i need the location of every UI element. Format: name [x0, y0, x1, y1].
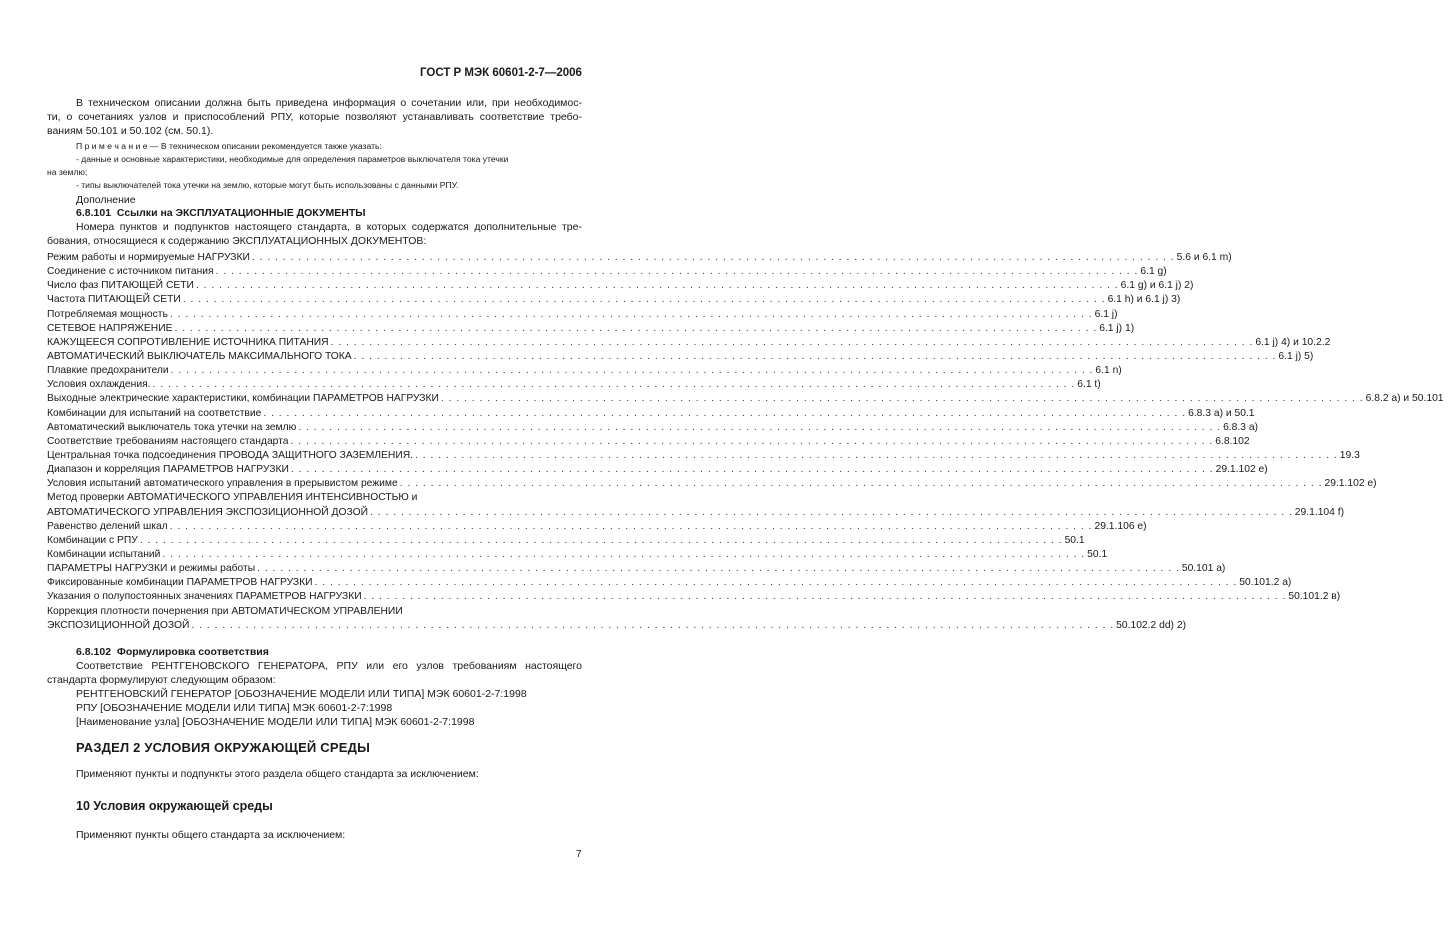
reference-clause: 6.8.3 a) и 50.1: [1188, 407, 1255, 419]
reference-label: Соединение с источником питания: [47, 266, 214, 278]
section-2-heading: РАЗДЕЛ 2 УСЛОВИЯ ОКРУЖАЮЩЕЙ СРЕДЫ: [76, 740, 371, 755]
reference-label: СЕТЕВОЕ НАПРЯЖЕНИЕ: [47, 322, 173, 334]
reference-label: Равенство делений шкал: [47, 520, 168, 532]
reference-row: [47, 548, 1108, 562]
addendum-label: Дополнение: [76, 194, 136, 206]
designation-example: [Наименование узла] [ОБОЗНАЧЕНИЕ МОДЕЛИ ИЛИ ТИПА] МЭК 60601-2-7:1998: [76, 716, 475, 728]
reference-row: [47, 392, 1444, 406]
reference-row: [47, 506, 1345, 520]
reference-label: КАЖУЩЕЕСЯ СОПРОТИВЛЕНИЕ ИСТОЧНИКА ПИТАНИЯ: [47, 336, 329, 348]
leader-dots: . . . . . . . . . . . . . . . . . . . . . . . . . . . . . . . . . . . . . . . . . . . . . . . . . . . . . . . . . . . . . . . . . . . . . . . . . . . . . . . . . . . . . . . . . . . . . . . . . . . . . . . . . . . . . . . . . . . . . . . .: [215, 266, 1139, 278]
designation-example: РПУ [ОБОЗНАЧЕНИЕ МОДЕЛИ ИЛИ ТИПА] МЭК 60601-2-7:1998: [76, 702, 393, 714]
reference-row: [47, 463, 1268, 477]
reference-row: [47, 421, 1259, 435]
leader-dots: . . . . . . . . . . . . . . . . . . . . . . . . . . . . . . . . . . . . . . . . . . . . . . . . . . . . . . . . . . . . . . . . . . . . . . . . . . . . . . . . . . . . . . . . . . . . . . . . . . . . . . . . . . . . . . . . . . . . . . . .: [263, 407, 1187, 419]
leader-dots: . . . . . . . . . . . . . . . . . . . . . . . . . . . . . . . . . . . . . . . . . . . . . . . . . . . . . . . . . . . . . . . . . . . . . . . . . . . . . . . . . . . . . . . . . . . . . . . . . . . . . . . . . . . . . . . . . . . . . . . .: [440, 393, 1364, 405]
reference-clause: 6.1 j) 4) и 10.2.2: [1255, 336, 1331, 348]
reference-label: Комбинации испытаний: [47, 548, 161, 560]
reference-label: Автоматический выключатель тока утечки на землю: [47, 421, 297, 433]
reference-label: Коррекция плотности почернения при АВТОМАТИЧЕСКОМ УПРАВЛЕНИИ: [47, 605, 403, 617]
clause-title: Ссылки на ЭКСПЛУАТАЦИОННЫЕ ДОКУМЕНТЫ: [116, 207, 366, 219]
reference-label: Режим работы и нормируемые НАГРУЗКИ: [47, 252, 250, 263]
leader-dots: . . . . . . . . . . . . . . . . . . . . . . . . . . . . . . . . . . . . . . . . . . . . . . . . . . . . . . . . . . . . . . . . . . . . . . . . . . . . . . . . . . . . . . . . . . . . . . . . . . . . . . . . . . . . . . . . . . . . . . . .: [169, 308, 1093, 320]
reference-clause: 50.102.2 dd) 2): [1116, 619, 1186, 631]
note-line-4: - типы выключателей тока утечки на землю, которые могут быть использованы с данными РПУ.: [76, 180, 459, 190]
reference-clause: 6.1 j) 5): [1278, 350, 1314, 362]
reference-clause: 6.1 n): [1095, 365, 1122, 377]
note-line-2: - данные и основные характеристики, необходимые для определения параметров выключателя тока утечки: [76, 154, 509, 164]
reference-row: [47, 590, 1341, 604]
reference-clause: 50.101 a): [1181, 563, 1226, 575]
reference-row: [47, 293, 1181, 307]
reference-row: [47, 534, 1085, 548]
leader-dots: . . . . . . . . . . . . . . . . . . . . . . . . . . . . . . . . . . . . . . . . . . . . . . . . . . . . . . . . . . . . . . . . . . . . . . . . . . . . . . . . . . . . . . . . . . . . . . . . . . . . . . . . . . . . . . . . . . . . . . . .: [257, 563, 1180, 575]
reference-row: [47, 491, 582, 505]
reference-clause: 6.8.3 a): [1223, 421, 1259, 433]
reference-clause: 6.1 t): [1077, 379, 1101, 391]
standard-header: ГОСТ Р МЭК 60601-2-7—2006: [420, 67, 582, 79]
leader-dots: . . . . . . . . . . . . . . . . . . . . . . . . . . . . . . . . . . . . . . . . . . . . . . . . . . . . . . . . . . . . . . . . . . . . . . . . . . . . . . . . . . . . . . . . . . . . . . . . . . . . . . . . . . . . . . . . . . . . . . . .: [314, 577, 1238, 589]
reference-label: Комбинации для испытаний на соответствие: [47, 407, 262, 419]
section-2-text: Применяют пункты и подпункты этого раздела общего стандарта за исключением:: [76, 768, 479, 780]
reference-clause: 6.8.102: [1215, 435, 1250, 447]
reference-row: [47, 322, 1135, 336]
reference-row: [47, 619, 1186, 633]
clause-6-8-101-heading: [76, 206, 366, 220]
clause-6-8-101-line-2: бования, относящиеся к содержанию ЭКСПЛУАТАЦИОННЫХ ДОКУМЕНТОВ:: [47, 235, 427, 247]
reference-label: ЭКСПОЗИЦИОННОЙ ДОЗОЙ: [47, 619, 190, 631]
reference-label: Центральная точка подсоединения ПРОВОДА ЗАЩИТНОГО ЗАЗЕМЛЕНИЯ.: [47, 449, 414, 461]
reference-clause: 6.1 g): [1140, 266, 1167, 278]
reference-label: Указания о полупостоянных значениях ПАРАМЕТРОВ НАГРУЗКИ: [47, 591, 362, 603]
reference-label: Диапазон и корреляция ПАРАМЕТРОВ НАГРУЗКИ: [47, 464, 289, 476]
intro-line-3: ваниям 50.101 и 50.102 (см. 50.1).: [47, 125, 214, 137]
reference-clause: 29.1.102 e): [1215, 464, 1268, 476]
reference-row: [47, 251, 1232, 265]
clause-number: 6.8.101: [76, 207, 112, 219]
note-line-1: П р и м е ч а н и е — В техническом описании рекомендуется также указать:: [76, 141, 382, 151]
reference-clause: 6.8.2 a) и 50.101: [1365, 393, 1444, 405]
reference-label: АВТОМАТИЧЕСКИЙ ВЫКЛЮЧАТЕЛЬ МАКСИМАЛЬНОГО ТОКА: [47, 350, 352, 362]
leader-dots: . . . . . . . . . . . . . . . . . . . . . . . . . . . . . . . . . . . . . . . . . . . . . . . . . . . . . . . . . . . . . . . . . . . . . . . . . . . . . . . . . . . . . . . . . . . . . . . . . . . . . . . . . . . . . . . . . . . . . . . .: [290, 464, 1214, 476]
reference-row: [47, 520, 1147, 534]
reference-clause: 29.1.106 e): [1094, 520, 1147, 532]
reference-row: [47, 265, 1167, 279]
leader-dots: . . . . . . . . . . . . . . . . . . . . . . . . . . . . . . . . . . . . . . . . . . . . . . . . . . . . . . . . . . . . . . . . . . . . . . . . . . . . . . . . . . . . . . . . . . . . . . . . . . . . . . . . . . . . . . . . . . . . . . . .: [191, 619, 1115, 631]
reference-label: Потребляемая мощность: [47, 308, 168, 320]
clause-number: 6.8.102: [76, 646, 112, 658]
page-number: 7: [576, 849, 582, 860]
reference-row: [47, 308, 1118, 322]
reference-clause: 6.1 g) и 6.1 j) 2): [1120, 280, 1194, 292]
clause-10-heading: 10 Условия окружающей среды: [76, 799, 273, 813]
reference-list: [47, 251, 1444, 633]
reference-row: [47, 477, 1377, 491]
reference-row: [47, 378, 1101, 392]
reference-row: [47, 336, 1331, 350]
reference-row: [47, 407, 1255, 421]
intro-line-2: ти, о сочетаниях узлов и приспособлений РПУ, которые позволяют устанавливать соответствие требо-: [47, 111, 582, 123]
leader-dots: . . . . . . . . . . . . . . . . . . . . . . . . . . . . . . . . . . . . . . . . . . . . . . . . . . . . . . . . . . . . . . . . . . . . . . . . . . . . . . . . . . . . . . . . . . . . . . . . . . . . . . . . . . . . . . . . . . . . . . . .: [152, 379, 1076, 391]
reference-clause: 5.6 и 6.1 m): [1176, 252, 1232, 263]
clause-6-8-102-line-1: Соответствие РЕНТГЕНОВСКОГО ГЕНЕРАТОРА, РПУ или его узлов требованиям настоящего: [76, 660, 582, 672]
leader-dots: . . . . . . . . . . . . . . . . . . . . . . . . . . . . . . . . . . . . . . . . . . . . . . . . . . . . . . . . . . . . . . . . . . . . . . . . . . . . . . . . . . . . . . . . . . . . . . . . . . . . . . . . . . . . . . . . . . . . . . . .: [251, 252, 1175, 263]
reference-clause: 50.1: [1087, 548, 1108, 560]
reference-clause: 50.1: [1064, 534, 1085, 546]
reference-row: [47, 435, 1250, 449]
reference-clause: 29.1.102 e): [1324, 478, 1377, 490]
reference-label: Комбинации с РПУ: [47, 534, 138, 546]
reference-row: [47, 449, 1360, 463]
reference-label: Число фаз ПИТАЮЩЕЙ СЕТИ: [47, 280, 194, 292]
reference-label: ПАРАМЕТРЫ НАГРУЗКИ и режимы работы: [47, 563, 256, 575]
reference-row: [47, 562, 1226, 576]
reference-clause: 6.1 h) и 6.1 j) 3): [1107, 294, 1181, 306]
reference-row: [47, 576, 1292, 590]
leader-dots: . . . . . . . . . . . . . . . . . . . . . . . . . . . . . . . . . . . . . . . . . . . . . . . . . . . . . . . . . . . . . . . . . . . . . . . . . . . . . . . . . . . . . . . . . . . . . . . . . . . . . . . . . . . . . . . . . . . . . . . .: [399, 478, 1323, 490]
designation-example: РЕНТГЕНОВСКИЙ ГЕНЕРАТОР [ОБОЗНАЧЕНИЕ МОДЕЛИ ИЛИ ТИПА] МЭК 60601-2-7:1998: [76, 688, 527, 700]
reference-clause: 29.1.104 f): [1294, 506, 1345, 518]
intro-line-1: В техническом описании должна быть приведена информация о сочетании или, при необходимос-: [76, 97, 582, 109]
clause-6-8-101-line-1: Номера пунктов и подпунктов настоящего стандарта, в которых содержатся дополнительные тре-: [76, 221, 582, 233]
reference-row: [47, 605, 582, 619]
leader-dots: . . . . . . . . . . . . . . . . . . . . . . . . . . . . . . . . . . . . . . . . . . . . . . . . . . . . . . . . . . . . . . . . . . . . . . . . . . . . . . . . . . . . . . . . . . . . . . . . . . . . . . . . . . . . . . . . . . . . . . . .: [370, 506, 1293, 518]
leader-dots: . . . . . . . . . . . . . . . . . . . . . . . . . . . . . . . . . . . . . . . . . . . . . . . . . . . . . . . . . . . . . . . . . . . . . . . . . . . . . . . . . . . . . . . . . . . . . . . . . . . . . . . . . . . . . . . . . . . . . . . .: [170, 365, 1094, 377]
reference-row: [47, 364, 1122, 378]
leader-dots: . . . . . . . . . . . . . . . . . . . . . . . . . . . . . . . . . . . . . . . . . . . . . . . . . . . . . . . . . . . . . . . . . . . . . . . . . . . . . . . . . . . . . . . . . . . . . . . . . . . . . . . . . . . . . . . . . . . . . . . .: [298, 421, 1222, 433]
reference-clause: 50.101.2 a): [1239, 577, 1292, 589]
note-line-3: на землю;: [47, 167, 88, 177]
leader-dots: . . . . . . . . . . . . . . . . . . . . . . . . . . . . . . . . . . . . . . . . . . . . . . . . . . . . . . . . . . . . . . . . . . . . . . . . . . . . . . . . . . . . . . . . . . . . . . . . . . . . . . . . . . . . . . . . . . . . . . . .: [330, 336, 1254, 348]
leader-dots: . . . . . . . . . . . . . . . . . . . . . . . . . . . . . . . . . . . . . . . . . . . . . . . . . . . . . . . . . . . . . . . . . . . . . . . . . . . . . . . . . . . . . . . . . . . . . . . . . . . . . . . . . . . . . . . . . . . . . . . .: [290, 435, 1214, 447]
leader-dots: . . . . . . . . . . . . . . . . . . . . . . . . . . . . . . . . . . . . . . . . . . . . . . . . . . . . . . . . . . . . . . . . . . . . . . . . . . . . . . . . . . . . . . . . . . . . . . . . . . . . . . . . . . . . . . . . . . . . . . . .: [363, 591, 1287, 603]
reference-label: Условия охлаждения.: [47, 379, 151, 391]
reference-clause: 19.3: [1339, 449, 1360, 461]
clause-10-text: Применяют пункты общего стандарта за исключением:: [76, 829, 346, 841]
reference-label: Частота ПИТАЮЩЕЙ СЕТИ: [47, 294, 181, 306]
leader-dots: . . . . . . . . . . . . . . . . . . . . . . . . . . . . . . . . . . . . . . . . . . . . . . . . . . . . . . . . . . . . . . . . . . . . . . . . . . . . . . . . . . . . . . . . . . . . . . . . . . . . . . . . . . . . . . . . . . . . . . . .: [162, 548, 1086, 560]
reference-label: Условия испытаний автоматического управления в прерывистом режиме: [47, 478, 398, 490]
leader-dots: . . . . . . . . . . . . . . . . . . . . . . . . . . . . . . . . . . . . . . . . . . . . . . . . . . . . . . . . . . . . . . . . . . . . . . . . . . . . . . . . . . . . . . . . . . . . . . . . . . . . . . . . . . . . . . . . . . . . . . . .: [195, 280, 1119, 292]
clause-6-8-102-line-2: стандарта формулируют следующим образом:: [47, 674, 276, 686]
reference-clause: 6.1 j): [1094, 308, 1118, 320]
leader-dots: . . . . . . . . . . . . . . . . . . . . . . . . . . . . . . . . . . . . . . . . . . . . . . . . . . . . . . . . . . . . . . . . . . . . . . . . . . . . . . . . . . . . . . . . . . . . . . . . . . . . . . . . . . . . . . . . . . . . . . . .: [169, 520, 1093, 532]
reference-label: Плавкие предохранители: [47, 365, 169, 377]
leader-dots: . . . . . . . . . . . . . . . . . . . . . . . . . . . . . . . . . . . . . . . . . . . . . . . . . . . . . . . . . . . . . . . . . . . . . . . . . . . . . . . . . . . . . . . . . . . . . . . . . . . . . . . . . . . . . . . . . . . . . . . .: [174, 322, 1098, 334]
reference-row: [47, 350, 1314, 364]
clause-6-8-102-heading: [76, 645, 269, 659]
reference-label: АВТОМАТИЧЕСКОГО УПРАВЛЕНИЯ ЭКСПОЗИЦИОННОЙ ДОЗОЙ: [47, 506, 369, 518]
reference-clause: 50.101.2 в): [1288, 591, 1341, 603]
reference-label: Фиксированные комбинации ПАРАМЕТРОВ НАГРУЗКИ: [47, 577, 313, 589]
reference-label: Выходные электрические характеристики, комбинации ПАРАМЕТРОВ НАГРУЗКИ: [47, 393, 439, 405]
reference-clause: 6.1 j) 1): [1099, 322, 1135, 334]
clause-title: Формулировка соответствия: [116, 646, 269, 658]
reference-label: Соответствие требованиям настоящего стандарта: [47, 435, 289, 447]
leader-dots: . . . . . . . . . . . . . . . . . . . . . . . . . . . . . . . . . . . . . . . . . . . . . . . . . . . . . . . . . . . . . . . . . . . . . . . . . . . . . . . . . . . . . . . . . . . . . . . . . . . . . . . . . . . . . . . . . . . . . . . .: [353, 350, 1277, 362]
leader-dots: . . . . . . . . . . . . . . . . . . . . . . . . . . . . . . . . . . . . . . . . . . . . . . . . . . . . . . . . . . . . . . . . . . . . . . . . . . . . . . . . . . . . . . . . . . . . . . . . . . . . . . . . . . . . . . . . . . . . . . . .: [182, 294, 1106, 306]
reference-label: Метод проверки АВТОМАТИЧЕСКОГО УПРАВЛЕНИЯ ИНТЕНСИВНОСТЬЮ и: [47, 492, 418, 504]
leader-dots: . . . . . . . . . . . . . . . . . . . . . . . . . . . . . . . . . . . . . . . . . . . . . . . . . . . . . . . . . . . . . . . . . . . . . . . . . . . . . . . . . . . . . . . . . . . . . . . . . . . . . . . . . . . . . . . . . . . . . . . .: [415, 449, 1338, 461]
reference-row: [47, 279, 1194, 293]
leader-dots: . . . . . . . . . . . . . . . . . . . . . . . . . . . . . . . . . . . . . . . . . . . . . . . . . . . . . . . . . . . . . . . . . . . . . . . . . . . . . . . . . . . . . . . . . . . . . . . . . . . . . . . . . . . . . . . . . . . . . . . .: [139, 534, 1063, 546]
